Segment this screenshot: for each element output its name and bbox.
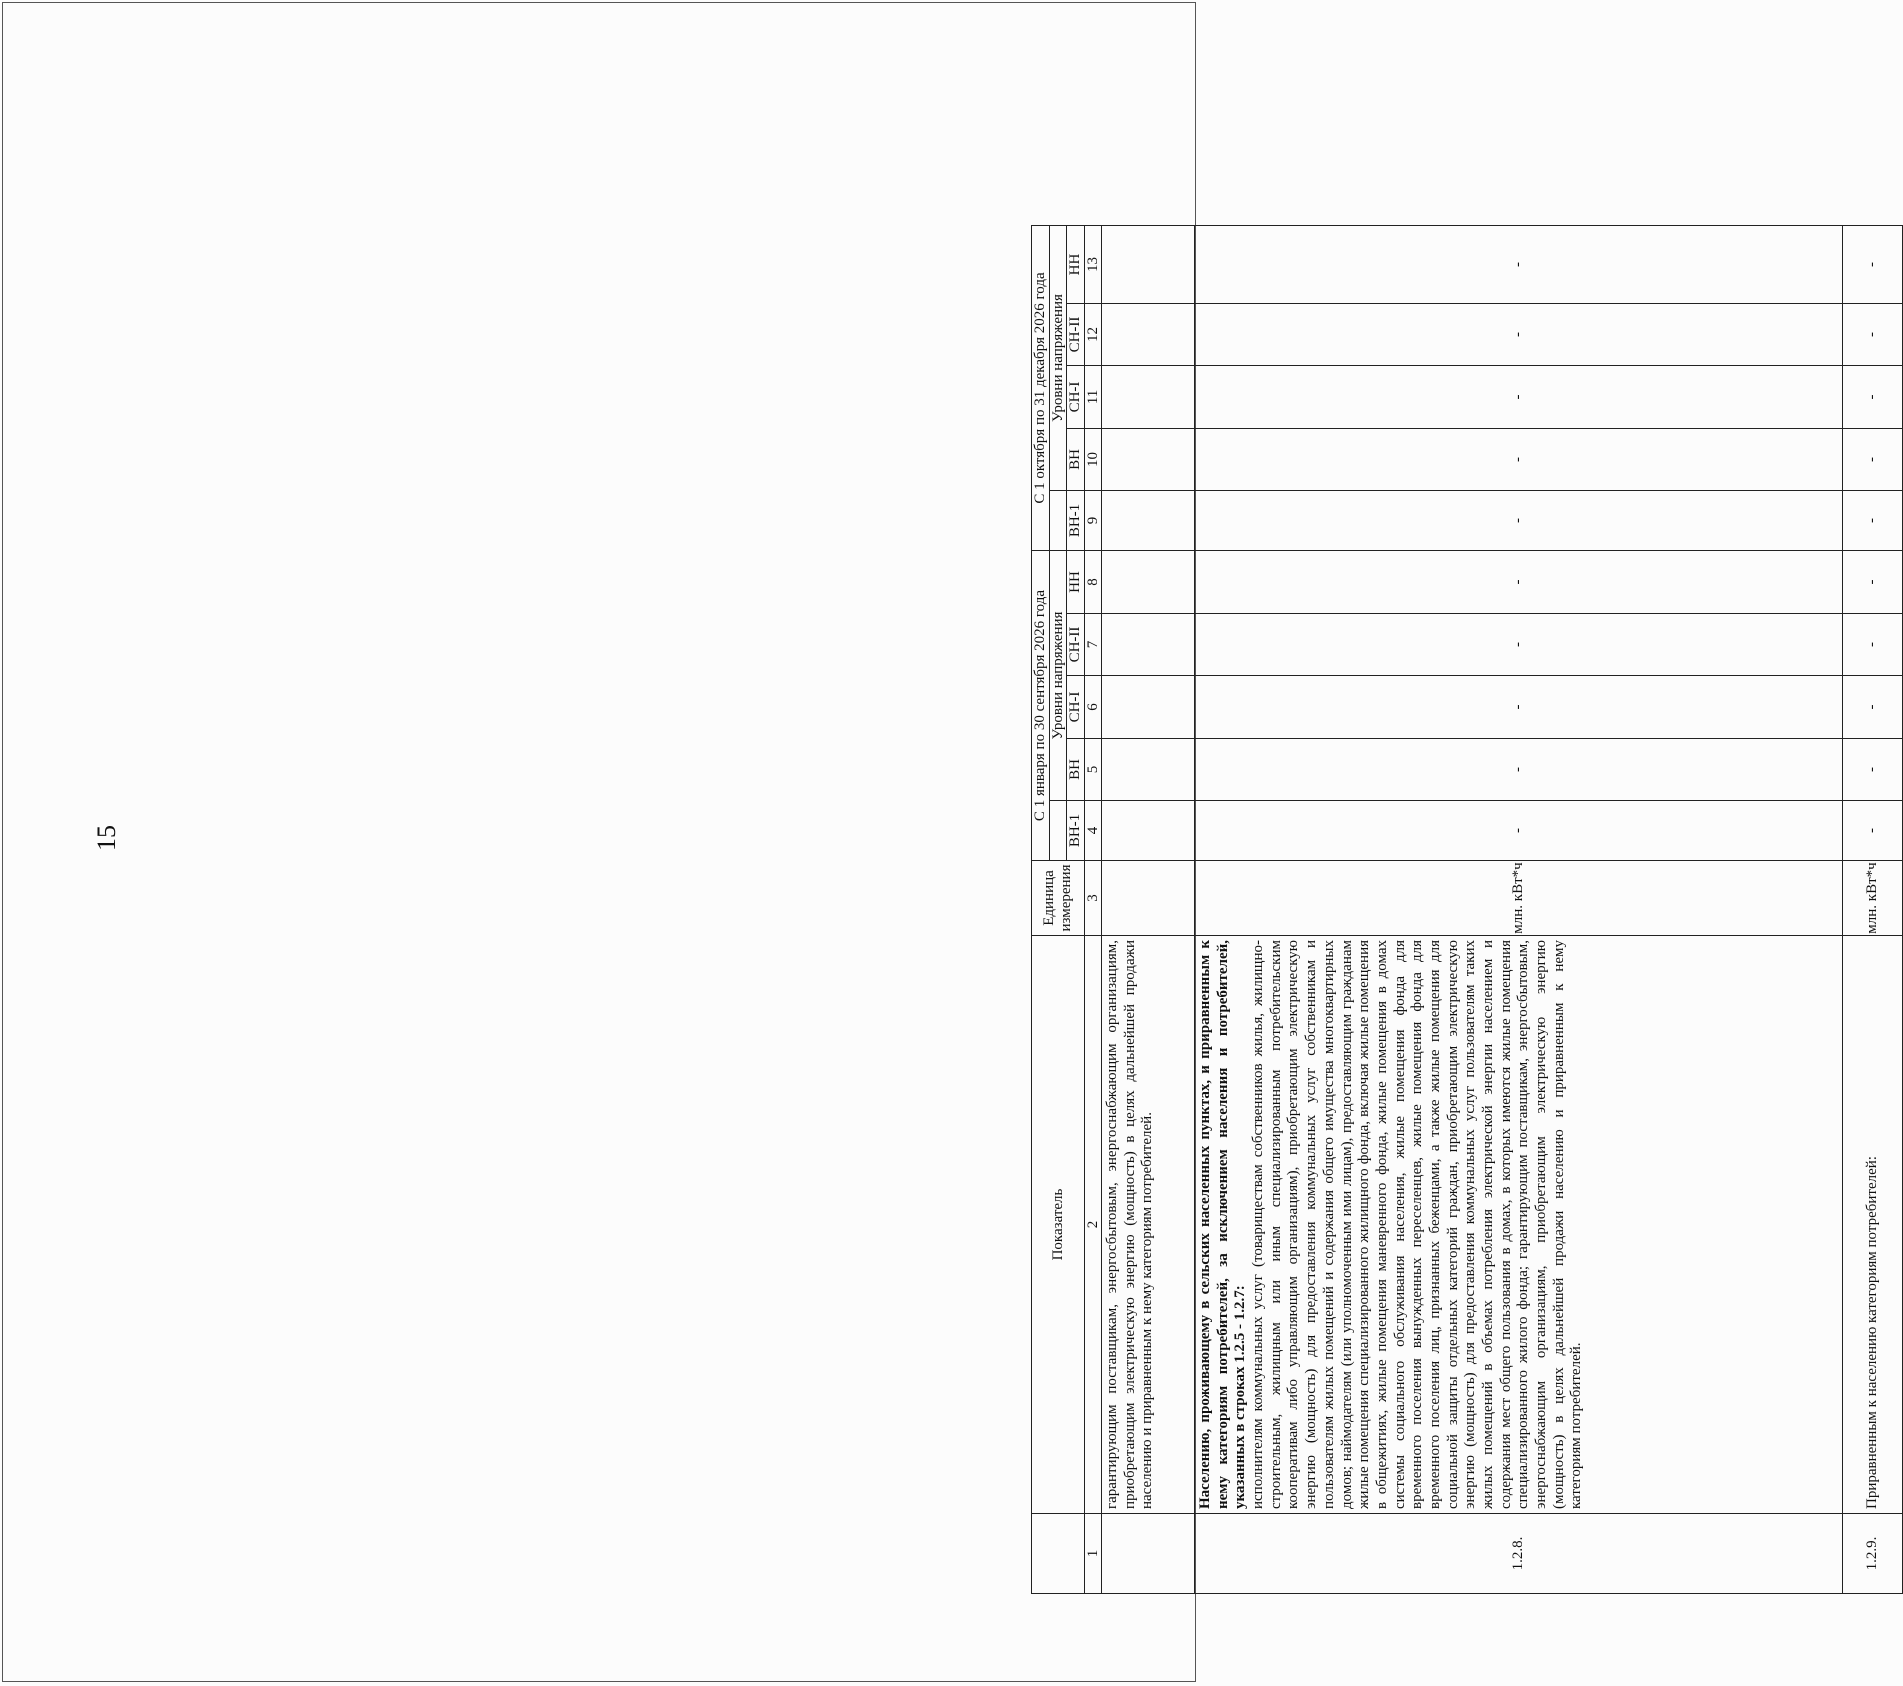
- row-number: [1102, 1514, 1195, 1594]
- column-number: 12: [1084, 304, 1102, 366]
- header-level-nn: НН: [1067, 226, 1085, 304]
- row-description: [1195, 936, 1843, 1514]
- value-cell: [1102, 226, 1195, 304]
- value-cell: -: [1195, 429, 1843, 491]
- table-row: [1102, 226, 1195, 1594]
- value-cell: [1102, 739, 1195, 801]
- row-number: 1.2.8.: [1195, 1514, 1843, 1594]
- header-level-spacer: [1049, 801, 1067, 861]
- value-cell: -: [1843, 304, 1903, 366]
- header-row-periods: [1032, 226, 1050, 1594]
- value-cell: [1102, 676, 1195, 739]
- header-period-1: С 1 января по 30 сентября 2026 года: [1032, 551, 1050, 861]
- value-cell: -: [1195, 304, 1843, 366]
- row-number: 1.2.9.: [1843, 1514, 1903, 1594]
- table-row: [1195, 226, 1843, 1594]
- header-level-sn1: СН-I: [1067, 676, 1085, 739]
- column-number: 7: [1084, 614, 1102, 676]
- value-cell: -: [1843, 226, 1903, 304]
- header-level-sn2: СН-II: [1067, 304, 1085, 366]
- row-unit: млн. кВт*ч: [1195, 861, 1843, 936]
- row-description-bold: Населению, проживающему в сельских населенных пунктах, и приравненным к нему категориям потребителей, за исключением населения и потребителей, указанных в строках 1.2.5 - 1.2.7:: [1197, 940, 1249, 1509]
- value-cell: -: [1195, 226, 1843, 304]
- row-description: гарантирующим поставщикам, энергосбытовым, энергоснабжающим организациям, приобретающим электрическую энергию (мощность) в целях дальнейшей продажи населению и приравненным к нему категориям потребителей.: [1102, 936, 1195, 1514]
- header-row-column-numbers: [1084, 226, 1102, 1594]
- column-number: 2: [1084, 936, 1102, 1514]
- header-level-vn1: ВН-1: [1067, 491, 1085, 551]
- value-cell: -: [1843, 551, 1903, 614]
- header-level-vn1: ВН-1: [1067, 801, 1085, 861]
- header-levels-label-1: Уровни напряжения: [1049, 551, 1067, 801]
- header-blank-num: [1032, 1514, 1085, 1594]
- column-number: 6: [1084, 676, 1102, 739]
- value-cell: -: [1843, 676, 1903, 739]
- column-number: 4: [1084, 801, 1102, 861]
- header-level-sn1: СН-I: [1067, 366, 1085, 429]
- column-number: 10: [1084, 429, 1102, 491]
- header-levels-label-2: Уровни напряжения: [1049, 226, 1067, 491]
- value-cell: -: [1195, 801, 1843, 861]
- value-cell: [1102, 304, 1195, 366]
- header-level-spacer: [1049, 491, 1067, 551]
- scan-page-border: [2, 2, 1196, 1682]
- column-number: 1: [1084, 1514, 1102, 1594]
- row-description-body: исполнителям коммунальных услуг (товариществам собственников жилья, жилищно-строительным, жилищным или иным специализированным потребительским кооперативам либо управляющим организациям), приобретающим электрическую энергию (мощность) для предоставления коммунальных услуг собственникам и пользователям жилых помещений и содержания общего имущества многоквартирных домов; наймодателям (или уполномоченным ими лицам), предоставляющим гражданам жилые помещения специализированного жилищного фонда, включая жилые помещения в общежитиях, жилые помещения маневренного фонда, жилые помещения в домах системы социального обслуживания населения, жилые помещения фонда для временного поселения вынужденных переселенцев, жилые помещения фонда для временного поселения лиц, признанных беженцами, а также жилые помещения для социальной защиты отдельных категорий граждан, приобретающим электрическую энергию (мощность) для предоставления коммунальных услуг пользователям таких жилых помещений в объемах потребления электрической энергии населением и содержания мест общего пользования в домах, в которых имеются жилые помещения специализированного жилого фонда; гарантирующим поставщикам, энергосбытовым, энергоснабжающим организациям, приобретающим электрическую энергию (мощность) в целях дальнейшей продажи населению и приравненным к нему категориям потребителей.: [1250, 940, 1585, 1509]
- value-cell: -: [1843, 366, 1903, 429]
- row-unit: млн. кВт*ч: [1843, 861, 1903, 936]
- header-level-nn: НН: [1067, 551, 1085, 614]
- header-unit: Единица измерения: [1032, 861, 1085, 936]
- row-description: Приравненным к населению категориям потребителей:: [1843, 936, 1903, 1514]
- table-row: [1843, 226, 1903, 1594]
- tariff-table: [1031, 225, 1903, 1594]
- column-number: 5: [1084, 739, 1102, 801]
- header-pokazatel: Показатель: [1032, 936, 1085, 1514]
- value-cell: -: [1195, 614, 1843, 676]
- value-cell: [1102, 366, 1195, 429]
- value-cell: -: [1195, 739, 1843, 801]
- header-level-vn: ВН: [1067, 739, 1085, 801]
- value-cell: -: [1195, 551, 1843, 614]
- header-level-sn2: СН-II: [1067, 614, 1085, 676]
- column-number: 3: [1084, 861, 1102, 936]
- value-cell: -: [1195, 676, 1843, 739]
- value-cell: -: [1195, 366, 1843, 429]
- value-cell: -: [1843, 739, 1903, 801]
- value-cell: [1102, 491, 1195, 551]
- value-cell: -: [1843, 429, 1903, 491]
- header-period-2: С 1 октября по 31 декабря 2026 года: [1032, 226, 1050, 551]
- value-cell: -: [1843, 614, 1903, 676]
- column-number: 13: [1084, 226, 1102, 304]
- value-cell: -: [1195, 491, 1843, 551]
- value-cell: -: [1843, 801, 1903, 861]
- header-level-vn: ВН: [1067, 429, 1085, 491]
- value-cell: [1102, 429, 1195, 491]
- rotated-table-container: [1031, 253, 1893, 1594]
- column-number: 8: [1084, 551, 1102, 614]
- page-number: 15: [92, 825, 121, 851]
- value-cell: [1102, 801, 1195, 861]
- value-cell: -: [1843, 491, 1903, 551]
- column-number: 9: [1084, 491, 1102, 551]
- value-cell: [1102, 551, 1195, 614]
- row-unit: [1102, 861, 1195, 936]
- value-cell: [1102, 614, 1195, 676]
- column-number: 11: [1084, 366, 1102, 429]
